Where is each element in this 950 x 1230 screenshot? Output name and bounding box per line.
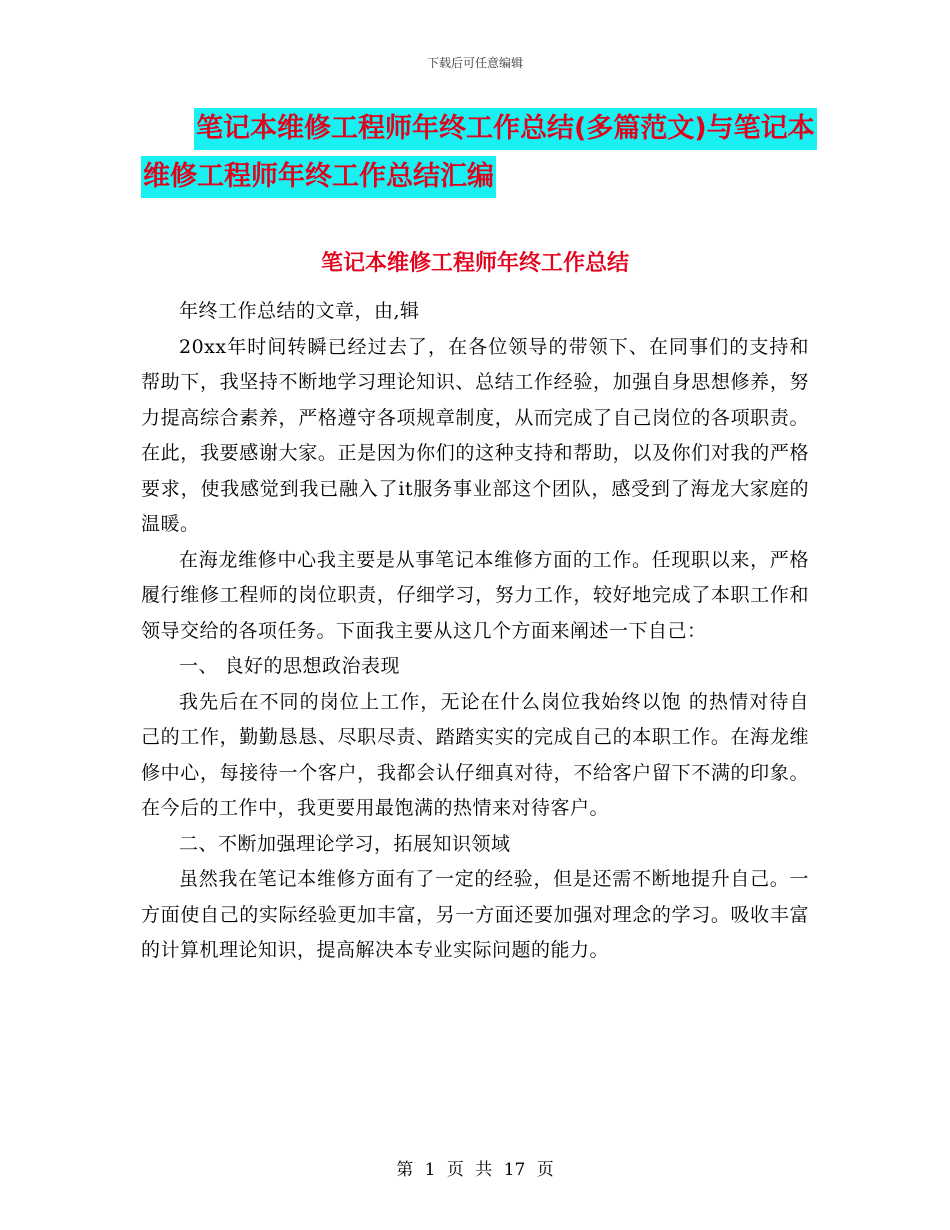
paragraph-section-2: 虽然我在笔记本维修方面有了一定的经验，但是还需不断地提升自己。一方面使自己的实际经验更加丰富，另一方面还要加强对理念的学习。吸收丰富的计算机理论知识，提高解决本专业实际问题的能力。 <box>141 868 809 961</box>
header-note: 下载后可任意编辑 <box>426 56 523 70</box>
heading-section-2: 二、不断加强理论学习，拓展知识领域 <box>179 832 511 855</box>
heading-section-1: 一、 良好的思想政治表现 <box>179 655 401 677</box>
document-title-line-1: 笔记本维修工程师年终工作总结(多篇范文)与笔记本 <box>194 108 817 150</box>
body-text <box>141 294 809 969</box>
paragraph-intro: 年终工作总结的文章，由,辑 <box>179 300 420 322</box>
page-footer: 第 1 页 共 17 页 <box>396 1160 554 1180</box>
paragraph-opening: 20xx年时间转瞬已经过去了，在各位领导的带领下、在同事们的支持和帮助下，我坚持不断地学习理论知识、总结工作经验，加强自身思想修养，努力提高综合素养，严格遵守各项规章制度，从而完成了自己岗位的各项职责。在此，我要感谢大家。正是因为你们的这种支持和帮助，以及你们对我的严格要求，使我感觉到我已融入了it服务事业部这个团队，感受到了海龙大家庭的温暖。 <box>141 335 809 535</box>
paragraph-section-1: 我先后在不同的岗位上工作，无论在什么岗位我始终以饱 的热情对待自己的工作，勤勤恳恳、尽职尽责、踏踏实实的完成自己的本职工作。在海龙维修中心，每接待一个客户，我都会认仔细真对待，不给客户留下不满的印象。在今后的工作中，我更要用最饱满的热情来对待客户。 <box>141 690 809 819</box>
section-title: 笔记本维修工程师年终工作总结 <box>320 251 629 276</box>
paragraph-work-overview: 在海龙维修中心我主要是从事笔记本维修方面的工作。任现职以来，严格履行维修工程师的岗位职责，仔细学习，努力工作，较好地完成了本职工作和领导交给的各项任务。下面我主要从这几个方面来阐述一下自己： <box>141 548 809 642</box>
document-title-line-2: 维修工程师年终工作总结汇编 <box>141 156 496 198</box>
